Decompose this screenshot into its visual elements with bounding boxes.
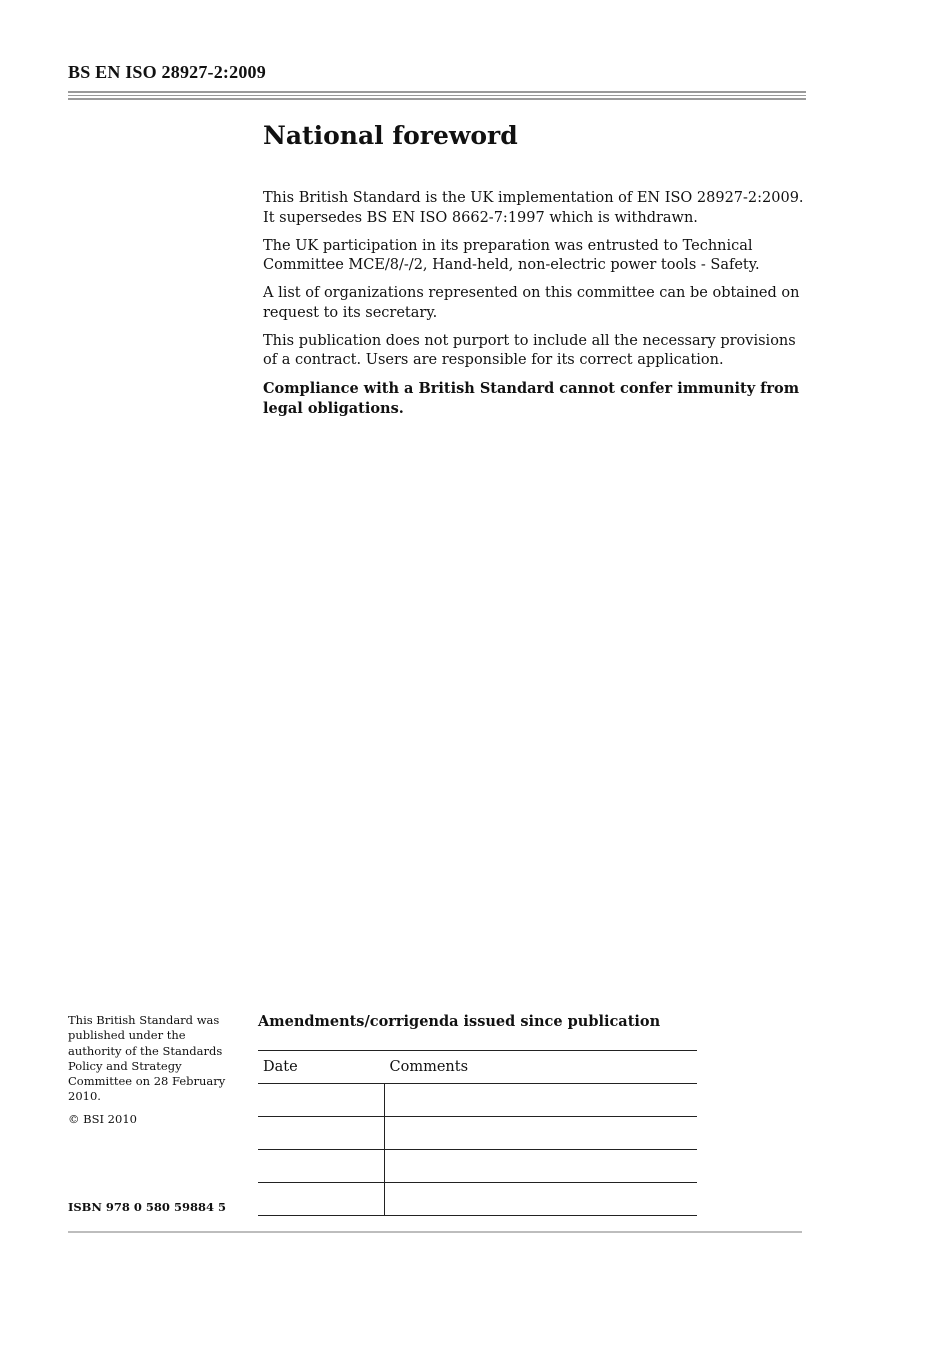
column-header-comments: Comments [385,1051,698,1084]
header-rule [68,98,806,100]
column-header-date: Date [258,1051,385,1084]
date-cell [258,1084,385,1117]
foreword-paragraph: A list of organizations represented on this committee can be obtained on request to its secretary. [263,285,800,321]
comments-cell [385,1183,698,1216]
foreword-paragraph: The UK participation in its preparation was entrusted to Technical Committee MCE/8/-/2, Hand-held, non-electric power tools - Safety. [263,237,760,273]
comments-cell [385,1150,698,1183]
header-rule [68,95,806,96]
date-cell [258,1150,385,1183]
page-title: National foreword [263,121,518,150]
amendments-table [258,1050,697,1216]
date-cell [258,1117,385,1150]
header-rule [68,91,806,93]
copyright-notice: © BSI 2010 [68,1111,137,1126]
table-row [258,1117,697,1150]
standard-code: BS EN ISO 28927-2:2009 [68,62,266,82]
compliance-note: Compliance with a British Standard cannot confer immunity from legal obligations. [263,380,800,417]
table-header-row [258,1051,697,1084]
footer-rule [68,1231,802,1233]
date-cell [258,1183,385,1216]
publication-note: This British Standard was published under the authority of the Standards Policy and Strategy Committee on 28 February 2010. [68,1013,226,1104]
table-row [258,1084,697,1117]
comments-cell [385,1084,698,1117]
isbn: ISBN 978 0 580 59884 5 [68,1200,226,1214]
publication-sidebar [68,1013,238,1134]
foreword-paragraph: This British Standard is the UK implementation of EN ISO 28927-2:2009. It supersedes BS EN ISO 8662-7:1997 which is withdrawn. [263,190,804,226]
amendments-title: Amendments/corrigenda issued since publication [258,1013,661,1030]
comments-cell [385,1117,698,1150]
foreword-paragraph: This publication does not purport to include all the necessary provisions of a contract. Users are responsible for its correct application. [263,332,796,368]
table-row [258,1150,697,1183]
foreword-body [263,189,808,427]
table-row [258,1183,697,1216]
